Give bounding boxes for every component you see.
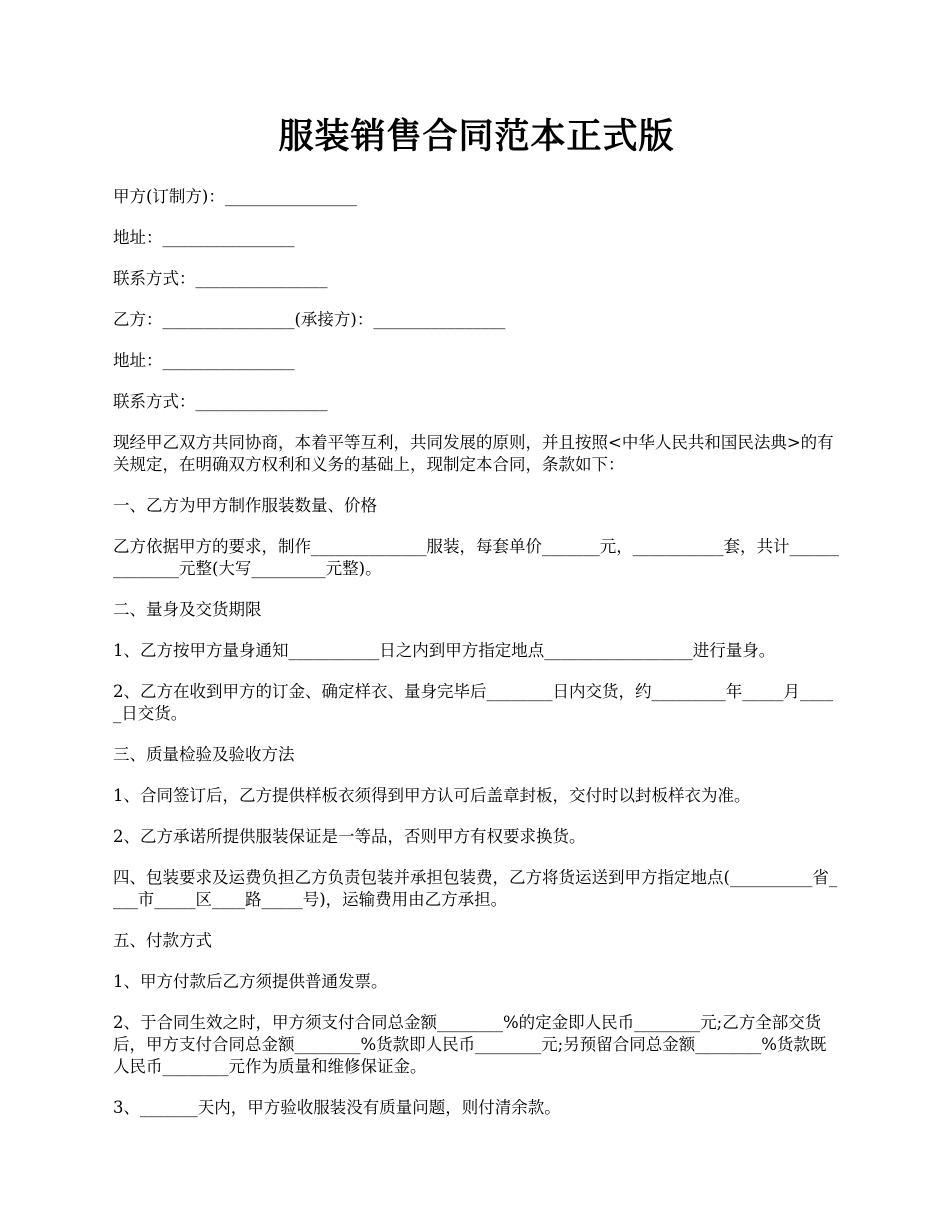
section-5-item-3: 3、_______天内，甲方验收服装没有质量问题，则付清余款。 [113, 1098, 561, 1117]
party-a-contact: 联系方式：________________ [113, 269, 328, 288]
section-1-body: 乙方依据甲方的要求，制作______________服装，每套单价_______元，___________套，共计______________元整(大写_________元整)。 [113, 537, 839, 578]
section-heading-3: 三、质量检验及验收方法 [113, 745, 295, 764]
party-a-address: 地址：________________ [113, 228, 295, 247]
section-heading-5: 五、付款方式 [113, 931, 212, 950]
section-5-item-2: 2、于合同生效之时，甲方须支付合同总金额________%的定金即人民币________元;乙方全部交货后，甲方支付合同总金额________%货款即人民币________元;另预留合同总金额________%货款既人民币________元作为质量和维修保证金。 [113, 1013, 827, 1076]
section-3-item-1: 1、合同签订后，乙方提供样板衣须得到甲方认可后盖章封板，交付时以封板样衣为准。 [113, 786, 751, 805]
party-a-line: 甲方(订制方)：________________ [113, 187, 357, 206]
section-2-item-2: 2、乙方在收到甲方的订金、确定样衣、量身完毕后________日内交货，约_________年_____月_____日交货。 [113, 682, 833, 723]
section-3-item-2: 2、乙方承诺所提供服装保证是一等品，否则甲方有权要求换货。 [113, 827, 586, 846]
section-heading-2: 二、量身及交货期限 [113, 600, 262, 619]
section-heading-1: 一、乙方为甲方制作服装数量、价格 [113, 496, 377, 515]
section-5-item-1: 1、甲方付款后乙方须提供普通发票。 [113, 972, 388, 991]
section-2-item-1: 1、乙方按甲方量身通知___________日之内到甲方指定地点__________________进行量身。 [113, 641, 776, 660]
section-4-body: 四、包装要求及运费负担乙方负责包装并承担包装费，乙方将货运送到甲方指定地点(__________省____市_____区____路_____号)，运输费用由乙方承担。 [113, 868, 838, 909]
party-b-contact: 联系方式：________________ [113, 392, 328, 411]
preamble-paragraph: 现经甲乙双方共同协商，本着平等互利，共同发展的原则，并且按照<中华人民共和国民法典>的有关规定，在明确双方权利和义务的基础上，现制定本合同，条款如下： [113, 433, 834, 474]
document-title: 服装销售合同范本正式版 [278, 116, 675, 157]
party-b-line: 乙方：________________(承接方)：________________ [113, 310, 506, 329]
party-b-address: 地址：________________ [113, 351, 295, 370]
